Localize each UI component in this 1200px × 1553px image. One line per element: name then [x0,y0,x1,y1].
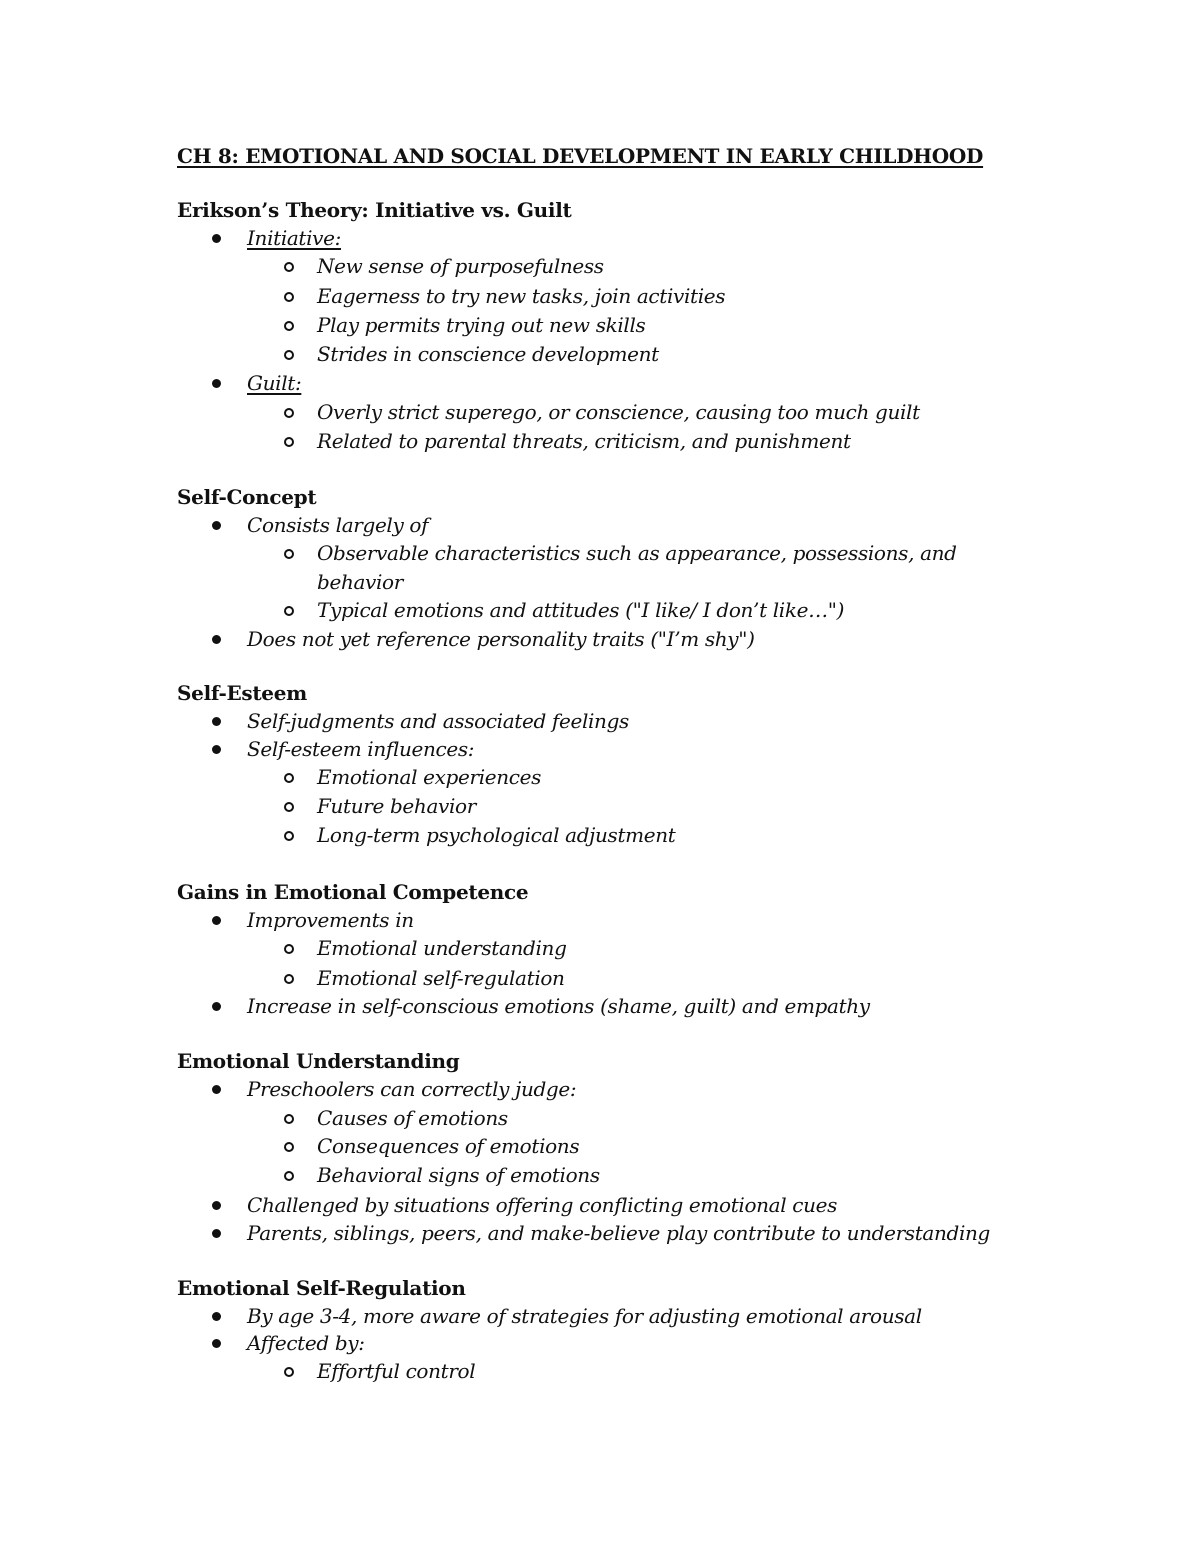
document-title: CH 8: EMOTIONAL AND SOCIAL DEVELOPMENT IN EARLY CHILDHOOD [177,144,984,168]
list-item: Consists largely of [247,513,429,537]
disc-bullet-icon [212,916,221,925]
disc-bullet-icon [212,745,221,754]
sub-list-item: Overly strict superego, or conscience, causing too much guilt [317,400,920,424]
circle-bullet-icon [284,262,294,272]
circle-bullet-icon [284,944,294,954]
sub-list-item: Strides in conscience development [317,342,659,366]
circle-bullet-icon [284,321,294,331]
list-item: Affected by: [247,1331,365,1355]
sub-list-item: Long-term psychological adjustment [317,823,676,847]
sub-list-item-continuation: behavior [317,570,403,594]
sub-list-item: Emotional experiences [317,765,542,789]
circle-bullet-icon [284,831,294,841]
section-heading-self-esteem: Self-Esteem [177,681,308,705]
list-item: By age 3-4, more aware of strategies for adjusting emotional arousal [247,1304,922,1328]
list-item: Initiative: [247,226,341,250]
sub-list-item: Future behavior [317,794,476,818]
circle-bullet-icon [284,974,294,984]
circle-bullet-icon [284,773,294,783]
list-item: Improvements in [247,908,414,932]
sub-list-item: Effortful control [317,1359,476,1383]
sub-list-item: Emotional self-regulation [317,966,565,990]
disc-bullet-icon [212,1085,221,1094]
circle-bullet-icon [284,437,294,447]
sub-list-item: Behavioral signs of emotions [317,1163,600,1187]
circle-bullet-icon [284,802,294,812]
disc-bullet-icon [212,379,221,388]
sub-list-item: New sense of purposefulness [317,254,604,278]
list-item: Does not yet reference personality traits ("I’m shy") [247,627,755,651]
section-heading-emotional-competence: Gains in Emotional Competence [177,880,529,904]
section-heading-emotional-self-regulation: Emotional Self-Regulation [177,1276,466,1300]
disc-bullet-icon [212,1002,221,1011]
circle-bullet-icon [284,1142,294,1152]
disc-bullet-icon [212,635,221,644]
section-heading-emotional-understanding: Emotional Understanding [177,1049,460,1073]
disc-bullet-icon [212,1312,221,1321]
sub-list-item: Typical emotions and attitudes ("I like/ I don’t like…") [317,598,845,622]
disc-bullet-icon [212,234,221,243]
sub-list-item: Play permits trying out new skills [317,313,646,337]
sub-list-item: Eagerness to try new tasks, join activities [317,284,726,308]
circle-bullet-icon [284,1171,294,1181]
list-item: Challenged by situations offering conflicting emotional cues [247,1193,838,1217]
sub-list-item: Related to parental threats, criticism, and punishment [317,429,851,453]
disc-bullet-icon [212,1229,221,1238]
disc-bullet-icon [212,1201,221,1210]
sub-list-item: Causes of emotions [317,1106,508,1130]
circle-bullet-icon [284,1114,294,1124]
list-item: Increase in self-conscious emotions (shame, guilt) and empathy [247,994,870,1018]
circle-bullet-icon [284,1367,294,1377]
sub-list-item: Consequences of emotions [317,1134,580,1158]
circle-bullet-icon [284,606,294,616]
disc-bullet-icon [212,717,221,726]
circle-bullet-icon [284,408,294,418]
list-item: Self-judgments and associated feelings [247,709,629,733]
circle-bullet-icon [284,549,294,559]
disc-bullet-icon [212,521,221,530]
list-item: Guilt: [247,371,302,395]
circle-bullet-icon [284,350,294,360]
circle-bullet-icon [284,292,294,302]
sub-list-item: Emotional understanding [317,936,567,960]
list-item: Parents, siblings, peers, and make-believe play contribute to understanding [247,1221,990,1245]
disc-bullet-icon [212,1339,221,1348]
sub-list-item: Observable characteristics such as appearance, possessions, and [317,541,957,565]
list-item: Self-esteem influences: [247,737,475,761]
list-item: Preschoolers can correctly judge: [247,1077,577,1101]
section-heading-eriksons-theory: Erikson’s Theory: Initiative vs. Guilt [177,198,572,222]
section-heading-self-concept: Self-Concept [177,485,317,509]
